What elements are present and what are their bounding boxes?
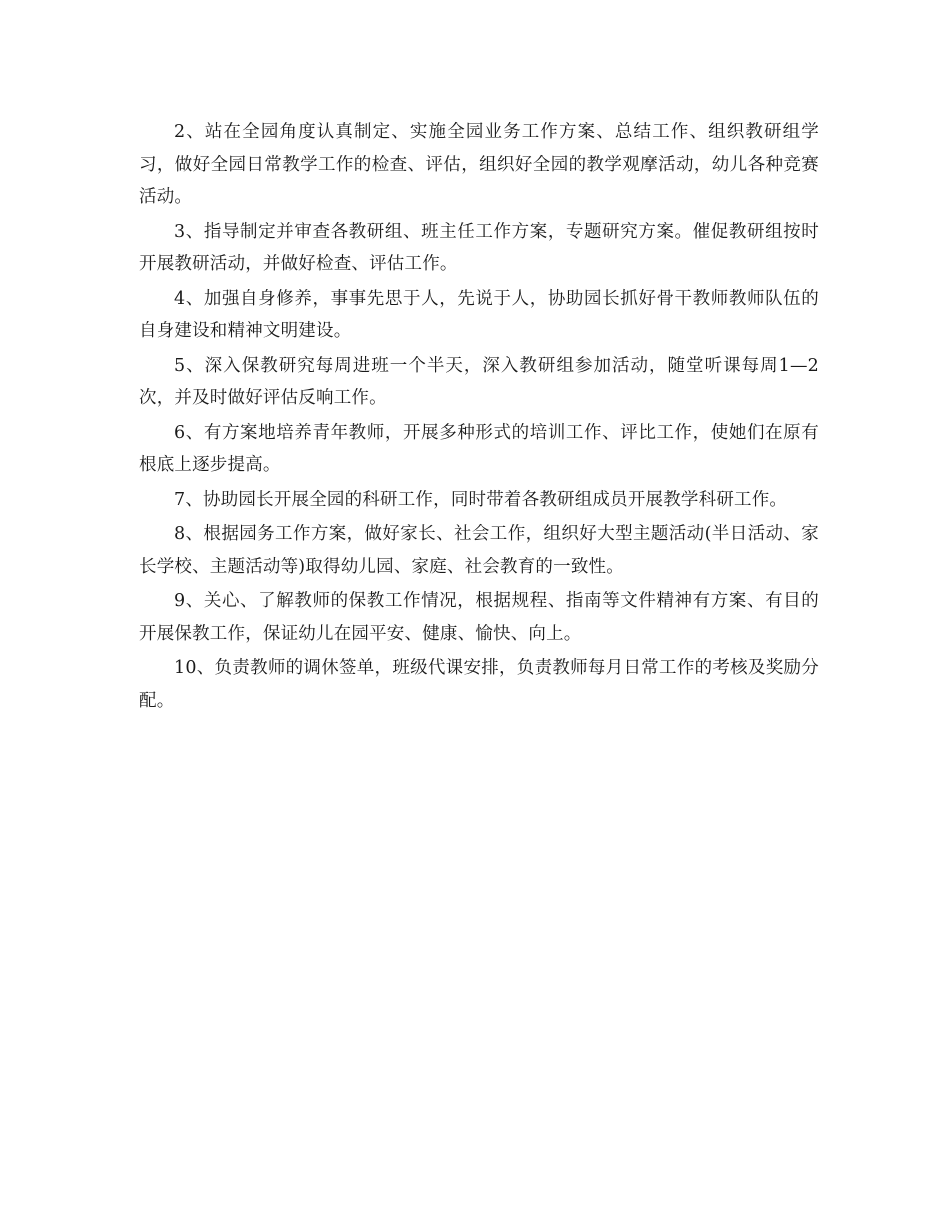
paragraph-item-8: 8、根据园务工作方案，做好家长、社会工作，组织好大型主题活动(半日活动、家长学校、主题活动等)取得幼儿园、家庭、社会教育的一致性。 [139, 524, 819, 577]
paragraph-item-2: 2、站在全园角度认真制定、实施全园业务工作方案、总结工作、组织教研组学习，做好全园日常教学工作的检查、评估，组织好全园的教学观摩活动，幼儿各种竞赛活动。 [139, 122, 819, 207]
paragraph-item-4: 4、加强自身修养，事事先思于人，先说于人，协助园长抓好骨干教师教师队伍的自身建设和精神文明建设。 [139, 288, 819, 341]
document-body [139, 116, 819, 719]
paragraph-item-5: 5、深入保教研究每周进班一个半天，深入教研组参加活动，随堂听课每周1—2次，并及时做好评估反响工作。 [139, 355, 819, 408]
paragraph-item-10: 10、负责教师的调休签单，班级代课安排，负责教师每月日常工作的考核及奖励分配。 [139, 658, 819, 711]
paragraph-item-3: 3、指导制定并审查各教研组、班主任工作方案，专题研究方案。催促教研组按时开展教研活动，并做好检查、评估工作。 [139, 221, 819, 274]
paragraph-item-7: 7、协助园长开展全园的科研工作，同时带着各教研组成员开展教学科研工作。 [174, 489, 788, 510]
paragraph-item-6: 6、有方案地培养青年教师，开展多种形式的培训工作、评比工作，使她们在原有根底上逐步提高。 [139, 422, 819, 475]
paragraph-item-9: 9、关心、了解教师的保教工作情况，根据规程、指南等文件精神有方案、有目的开展保教工作，保证幼儿在园平安、健康、愉快、向上。 [139, 591, 819, 644]
